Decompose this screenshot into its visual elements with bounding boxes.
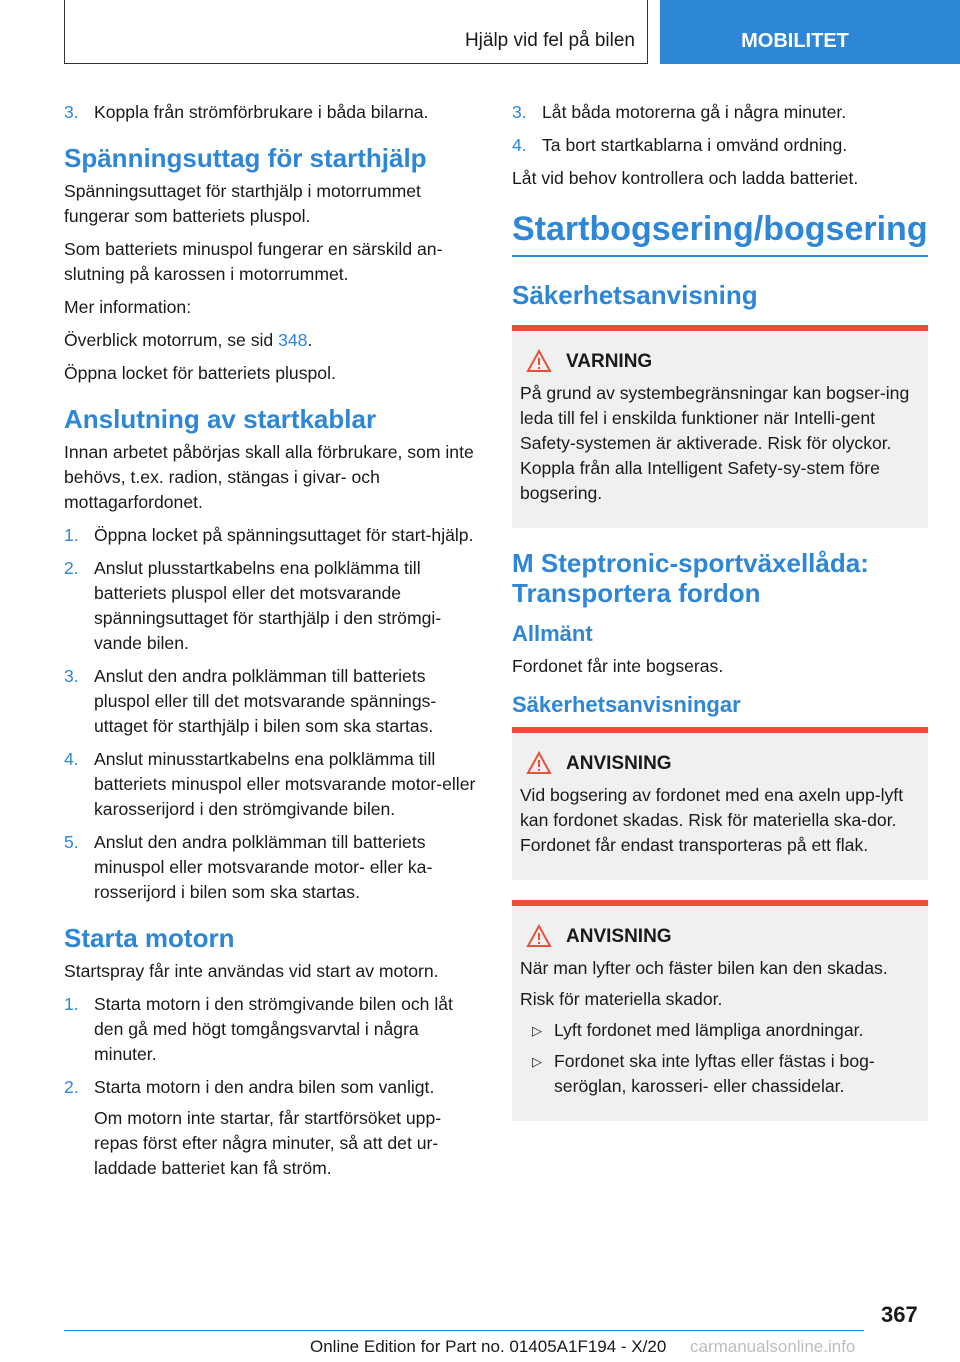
page-number: 367	[881, 1302, 918, 1327]
list-item	[64, 747, 478, 822]
list-item	[64, 1075, 478, 1181]
heading-steptronic: M Steptronic-sportväxellåda: Transportera fordon	[512, 548, 869, 608]
heading-sakerhetsanvisning: Säkerhetsanvisning	[512, 280, 758, 310]
list-text: Starta motorn i den strömgivande bilen och låt den gå med högt tomgångsvarvtal i några minuter.	[94, 994, 453, 1064]
heading-startbogsering: Startbogsering/bogsering	[512, 209, 928, 257]
triangle-bullet-icon: ▷	[532, 1023, 542, 1038]
tab-label: MOBILITET	[741, 30, 849, 52]
list-item	[64, 556, 478, 656]
notice-text: Vid bogsering av fordonet med ena axeln upp-lyft kan fordonet skadas. Risk för materiella ska-dor. Fordonet får endast transporteras på ett flak.	[520, 785, 904, 855]
list-number: 2.	[64, 558, 79, 578]
left-column	[64, 100, 478, 1189]
list-text: Anslut plusstartkabelns ena polklämma till batteriets pluspol eller det motsvarande spänningsuttaget för starthjälp i den strömgi-vande bilen.	[94, 558, 442, 653]
notice-text: När man lyfter och fäster bilen kan den skadas.	[520, 958, 888, 978]
warning-triangle-icon	[526, 751, 552, 775]
paragraph: Mer information:	[64, 297, 192, 317]
bullet-text: Lyft fordonet med lämpliga anordningar.	[554, 1020, 864, 1040]
list-text: Starta motorn i den andra bilen som vanligt.	[94, 1077, 435, 1097]
notice-text: Risk för materiella skador.	[520, 989, 723, 1009]
list-text: Öppna locket på spänningsuttaget för start-hjälp.	[94, 525, 474, 545]
warning-box	[512, 325, 928, 528]
list-item	[64, 830, 478, 905]
section-title: Hjälp vid fel på bilen	[464, 30, 635, 51]
list-number: 3.	[64, 666, 79, 686]
warning-label: VARNING	[566, 351, 653, 372]
heading-allmant: Allmänt	[512, 621, 593, 646]
heading-sakerhetsanvisningar: Säkerhetsanvisningar	[512, 692, 741, 717]
bullet-item	[520, 1049, 920, 1099]
bullet-item	[520, 1018, 920, 1043]
warning-header	[520, 349, 920, 377]
heading-anslutning: Anslutning av startkablar	[64, 404, 377, 434]
paragraph: Öppna locket för batteriets pluspol.	[64, 363, 336, 383]
notice-box	[512, 900, 928, 1121]
notice-box	[512, 727, 928, 880]
watermark: carmanualsonline.info	[690, 1337, 856, 1356]
footer-edition: Online Edition for Part no. 01405A1F194 - X/20	[310, 1337, 667, 1356]
list-item	[64, 992, 478, 1067]
list-number: 5.	[64, 832, 79, 852]
notice-label: ANVISNING	[566, 753, 672, 774]
bullet-text: Fordonet ska inte lyftas eller fästas i bog-seröglan, karosseri- eller chassidelar.	[554, 1051, 875, 1096]
footer-divider	[64, 1330, 864, 1331]
paragraph: Spänningsuttaget för starthjälp i motorrummet fungerar som batteriets pluspol.	[64, 181, 421, 226]
notice-label: ANVISNING	[566, 926, 672, 947]
list-item	[512, 133, 928, 158]
warning-triangle-icon	[526, 349, 552, 373]
list-text: Anslut minusstartkabelns ena polklämma till batteriets minuspol eller motsvarande motor-eller karosserijord i den strömgivande bilen.	[94, 749, 476, 819]
paragraph: Fordonet får inte bogseras.	[512, 656, 724, 676]
warning-text: På grund av systembegränsningar kan bogser-ing leda till fel i enskilda funktioner när Intelli-gent Safety-systemen är aktiverade. Risk för olyckor. Koppla från alla Intelligent Safety-sy-stem före bogsering.	[520, 383, 910, 503]
paragraph-end: .	[307, 330, 313, 350]
paragraph: Som batteriets minuspol fungerar en särskild an-slutning på karossen i motorrummet.	[64, 239, 443, 284]
list-text: Ta bort startkablarna i omvänd ordning.	[542, 135, 848, 155]
paragraph: Innan arbetet påbörjas skall alla förbrukare, som inte behövs, t.ex. radion, stängas i givar- och mottagarfordonet.	[64, 442, 474, 512]
list-item	[512, 100, 928, 125]
heading-spanningsuttag: Spänningsuttag för starthjälp	[64, 143, 427, 173]
warning-triangle-icon	[526, 924, 552, 948]
list-subtext: Om motorn inte startar, får startförsöket upp-repas först efter några minuter, så att det ur-laddade batteriet kan få ström.	[94, 1108, 442, 1178]
list-text: Anslut den andra polklämman till batteriets minuspol eller motsvarande motor- eller ka-rosserijord i bilen som ska startas.	[94, 832, 433, 902]
list-number: 1.	[64, 994, 79, 1014]
paragraph-text: Överblick motorrum, se sid	[64, 330, 279, 350]
notice-header	[520, 751, 920, 779]
heading-starta-motorn: Starta motorn	[64, 923, 235, 953]
paragraph-with-link	[64, 328, 478, 353]
tab-mobilitet[interactable]	[660, 0, 960, 64]
list-text: Anslut den andra polklämman till batteriets pluspol eller till det motsvarande spännings-uttaget för starthjälp i bilen som ska startas.	[94, 666, 437, 736]
triangle-bullet-icon: ▷	[532, 1054, 542, 1069]
list-number: 4.	[512, 135, 527, 155]
list-number: 1.	[64, 525, 79, 545]
list-number: 2.	[64, 1077, 79, 1097]
paragraph: Låt vid behov kontrollera och ladda batteriet.	[512, 168, 859, 188]
list-item	[64, 664, 478, 739]
list-text: Koppla från strömförbrukare i båda bilarna.	[94, 102, 429, 122]
paragraph: Startspray får inte användas vid start av motorn.	[64, 961, 439, 981]
right-column	[512, 100, 928, 1141]
list-number: 3.	[512, 102, 527, 122]
page-link-348[interactable]: 348	[278, 330, 308, 350]
list-text: Låt båda motorerna gå i några minuter.	[542, 102, 847, 122]
notice-header	[520, 924, 920, 952]
list-number: 3.	[64, 102, 79, 122]
list-item	[64, 523, 478, 548]
list-item	[64, 100, 478, 125]
list-number: 4.	[64, 749, 79, 769]
